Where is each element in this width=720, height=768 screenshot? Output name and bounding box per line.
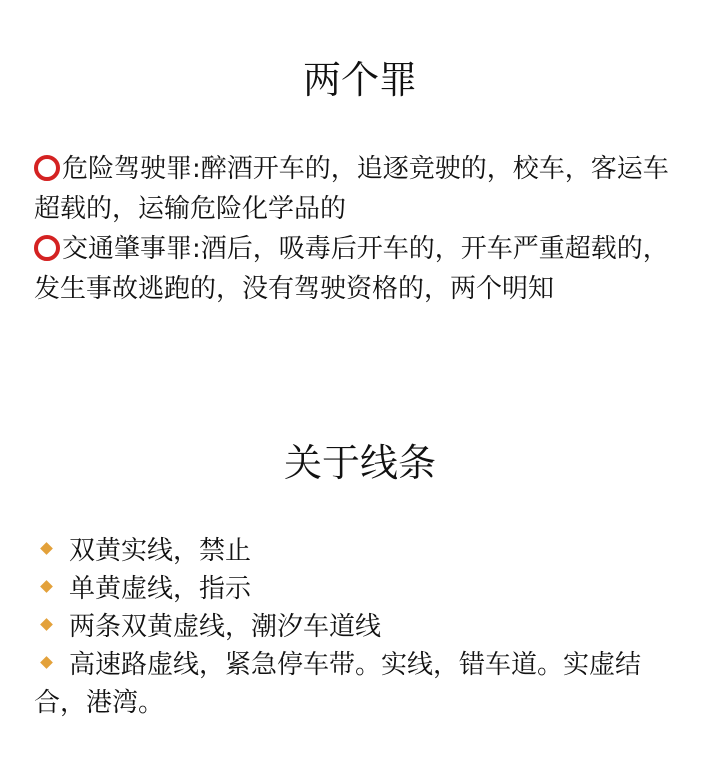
list-item [34,532,686,570]
section-title-lines: 关于线条 [283,441,436,485]
orange-diamond-icon [40,580,53,593]
crime-item-text: 交通肇事罪:酒后，吸毒后开车的，开车严重超载的，发生事故逃跑的，没有驾驶资格的，两个明知 [34,234,669,304]
list-item-text: 高速路虚线，紧急停车带。实线，错车道。实虚结合，港湾。 [34,650,642,718]
list-item-text: 双黄实线，禁止 [69,536,252,566]
crime-item-dangerous-driving [34,149,686,229]
crime-item-traffic-accident [34,229,686,309]
list-item-text: 两条双黄虚线，潮汐车道线 [69,612,382,642]
red-ring-icon [34,235,60,261]
section-title-crimes: 两个罪 [302,58,417,102]
crime-item-text: 危险驾驶罪:醉酒开车的，追逐竞驶的，校车，客运车超载的，运输危险化学品的 [34,154,669,224]
list-item [34,570,686,608]
list-item [34,646,686,722]
orange-diamond-icon [40,656,53,669]
list-item [34,608,686,646]
list-item-text: 单黄虚线，指示 [69,574,252,604]
orange-diamond-icon [40,542,53,555]
lines-section [34,532,686,722]
red-ring-icon [34,155,60,181]
orange-diamond-icon [40,618,53,631]
crimes-section [34,149,686,309]
